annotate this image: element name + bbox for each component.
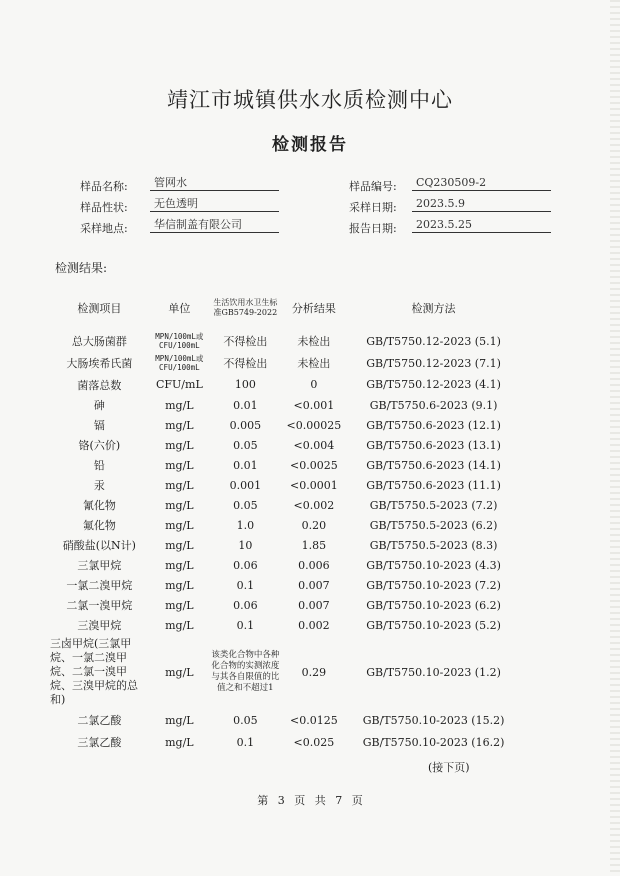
- cell-method: GB/T5750.6-2023 (9.1): [369, 398, 498, 412]
- report-date-label: 报告日期:: [349, 222, 397, 235]
- cell-standard: 0.05: [233, 438, 258, 452]
- cell-method: GB/T5750.10-2023 (1.2): [366, 665, 501, 679]
- cell-method: GB/T5750.12-2023 (5.1): [366, 334, 501, 348]
- table-header-row: [50, 286, 520, 330]
- cell-unit: mg/L: [165, 458, 194, 472]
- cell-method: GB/T5750.10-2023 (7.2): [366, 578, 501, 592]
- cell-result: <0.0001: [289, 478, 338, 492]
- cell-standard: 0.005: [229, 418, 262, 432]
- page-footer: 第 3 页 共 7 页: [257, 794, 363, 807]
- table-row: [50, 555, 520, 575]
- scan-edge: [610, 0, 620, 876]
- cell-unit: mg/L: [165, 578, 194, 592]
- cell-standard: 0.05: [233, 498, 258, 512]
- cell-standard: 100: [234, 378, 256, 391]
- cell-standard: 0.1: [236, 618, 255, 632]
- cell-result: 0.007: [298, 578, 330, 592]
- cell-standard: 0.001: [229, 478, 262, 492]
- cell-item: 三卤甲烷(三氯甲烷、一氯二溴甲烷、二氯一溴甲烷、三溴甲烷的总和): [50, 637, 138, 706]
- table-row: [50, 709, 520, 731]
- cell-standard: 0.1: [236, 735, 255, 749]
- cell-method: GB/T5750.6-2023 (12.1): [366, 418, 501, 432]
- cell-result: 0.002: [298, 618, 330, 632]
- results-table: [50, 286, 520, 753]
- cell-method: GB/T5750.5-2023 (8.3): [369, 538, 498, 552]
- cell-item: 三氯乙酸: [77, 736, 122, 749]
- table-row: [50, 495, 520, 515]
- sampling-date-label: 采样日期:: [349, 201, 397, 214]
- continued-note: (接下页): [428, 761, 470, 774]
- cell-item: 硝酸盐(以N计): [62, 539, 136, 552]
- cell-item: 铬(六价): [78, 439, 121, 452]
- organization-title: 靖江市城镇供水水质检测中心: [167, 88, 453, 112]
- cell-item: 三溴甲烷: [77, 619, 122, 632]
- cell-standard: 该类化合物中各种化合物的实测浓度与其各自限值的比值之和不超过1: [211, 650, 280, 693]
- report-title: 检测报告: [272, 135, 348, 155]
- cell-standard: 0.06: [233, 598, 258, 612]
- report-date-value: 2023.5.25: [412, 218, 551, 233]
- table-row: [50, 595, 520, 615]
- cell-item: 总大肠菌群: [71, 335, 127, 348]
- cell-standard: 0.05: [233, 713, 258, 727]
- table-row: [50, 352, 520, 374]
- cell-item: 大肠埃希氏菌: [66, 357, 133, 370]
- cell-result: <0.0025: [289, 458, 338, 472]
- cell-unit: mg/L: [165, 598, 194, 612]
- cell-unit: mg/L: [165, 558, 194, 572]
- cell-item: 二氯乙酸: [77, 714, 122, 727]
- cell-result: <0.025: [293, 735, 335, 749]
- cell-result: <0.0125: [289, 713, 338, 727]
- cell-unit: mg/L: [165, 735, 194, 749]
- cell-standard: 10: [238, 538, 253, 552]
- cell-unit: MPN/100mL或CFU/100mL: [155, 332, 204, 350]
- cell-unit: mg/L: [165, 418, 194, 432]
- cell-item: 三氯甲烷: [77, 559, 122, 572]
- cell-result: 0.006: [298, 558, 330, 572]
- cell-unit: mg/L: [165, 713, 194, 727]
- table-row: [50, 395, 520, 415]
- cell-result: 未检出: [297, 357, 331, 370]
- sampling-site-label: 采样地点:: [80, 222, 128, 235]
- cell-item: 铅: [93, 459, 105, 472]
- cell-unit: CFU/mL: [155, 378, 203, 391]
- cell-unit: mg/L: [165, 665, 194, 679]
- cell-item: 菌落总数: [77, 378, 122, 392]
- cell-unit: mg/L: [165, 478, 194, 492]
- table-row: [50, 374, 520, 395]
- sample-nature-value: 无色透明: [150, 197, 279, 212]
- cell-unit: mg/L: [165, 538, 194, 552]
- cell-method: GB/T5750.10-2023 (16.2): [362, 735, 505, 749]
- cell-result: 0: [310, 378, 318, 391]
- cell-method: GB/T5750.10-2023 (6.2): [366, 598, 501, 612]
- sampling-date-value: 2023.5.9: [412, 197, 551, 212]
- cell-result: 未检出: [297, 335, 331, 348]
- cell-standard: 不得检出: [223, 357, 268, 370]
- cell-unit: MPN/100mL或CFU/100mL: [155, 354, 204, 372]
- cell-item: 二氯一溴甲烷: [66, 599, 133, 612]
- header-unit: 单位: [168, 302, 191, 315]
- cell-method: GB/T5750.5-2023 (6.2): [369, 518, 498, 532]
- cell-item: 镉: [93, 419, 105, 432]
- table-row: [50, 575, 520, 595]
- cell-result: 1.85: [301, 538, 327, 552]
- table-row: [50, 635, 520, 709]
- cell-unit: mg/L: [165, 438, 194, 452]
- cell-standard: 0.01: [233, 398, 258, 412]
- cell-unit: mg/L: [165, 498, 194, 512]
- cell-unit: mg/L: [165, 398, 194, 412]
- cell-standard: 1.0: [236, 518, 255, 532]
- sample-no-value: CQ230509-2: [412, 176, 551, 191]
- header-method: 检测方法: [411, 302, 456, 315]
- cell-result: <0.004: [293, 438, 335, 452]
- sample-name-value: 管网水: [150, 176, 279, 191]
- cell-standard: 不得检出: [223, 335, 268, 348]
- cell-method: GB/T5750.12-2023 (4.1): [366, 378, 501, 391]
- cell-item: 一氯二溴甲烷: [66, 579, 133, 592]
- table-row: [50, 330, 520, 352]
- header-item: 检测项目: [77, 302, 122, 315]
- cell-result: <0.00025: [286, 418, 342, 432]
- cell-method: GB/T5750.5-2023 (7.2): [369, 498, 498, 512]
- table-row: [50, 615, 520, 635]
- table-row: [50, 415, 520, 435]
- cell-result: 0.20: [301, 518, 327, 532]
- cell-standard: 0.01: [233, 458, 258, 472]
- results-label: 检测结果:: [55, 261, 108, 275]
- cell-method: GB/T5750.6-2023 (11.1): [366, 478, 501, 492]
- cell-method: GB/T5750.6-2023 (13.1): [366, 438, 501, 452]
- cell-method: GB/T5750.12-2023 (7.1): [366, 356, 501, 370]
- cell-item: 氰化物: [82, 499, 116, 512]
- cell-method: GB/T5750.10-2023 (15.2): [362, 713, 505, 727]
- table-row: [50, 435, 520, 455]
- table-row: [50, 731, 520, 753]
- header-result: 分析结果: [291, 302, 336, 315]
- cell-unit: mg/L: [165, 518, 194, 532]
- sample-no-label: 样品编号:: [349, 180, 397, 193]
- cell-result: <0.002: [293, 498, 335, 512]
- cell-result: 0.29: [301, 665, 327, 679]
- sample-nature-label: 样品性状:: [80, 201, 128, 214]
- sample-name-label: 样品名称:: [80, 180, 128, 193]
- table-row: [50, 455, 520, 475]
- cell-standard: 0.06: [233, 558, 258, 572]
- table-row: [50, 515, 520, 535]
- cell-method: GB/T5750.6-2023 (14.1): [366, 458, 501, 472]
- sampling-site-value: 华信制盖有限公司: [150, 218, 279, 233]
- table-row: [50, 475, 520, 495]
- header-standard: 生活饮用水卫生标准GB5749-2022: [213, 298, 278, 317]
- cell-standard: 0.1: [236, 578, 255, 592]
- cell-method: GB/T5750.10-2023 (5.2): [366, 618, 501, 632]
- cell-result: <0.001: [293, 398, 335, 412]
- cell-result: 0.007: [298, 598, 330, 612]
- table-row: [50, 535, 520, 555]
- cell-item: 汞: [93, 479, 105, 492]
- cell-item: 砷: [93, 399, 105, 412]
- cell-unit: mg/L: [165, 618, 194, 632]
- cell-method: GB/T5750.10-2023 (4.3): [366, 558, 501, 572]
- cell-item: 氟化物: [82, 519, 116, 532]
